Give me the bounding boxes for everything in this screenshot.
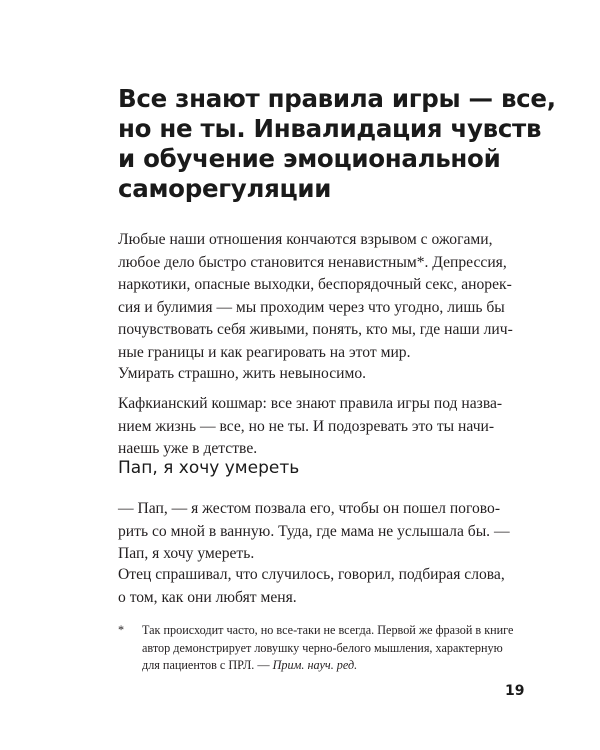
text-line: сия и булимия — мы проходим через что угодно, лишь бы bbox=[118, 298, 505, 316]
page-number: 19 bbox=[505, 683, 525, 699]
text-line: Кафкианский кошмар: все знают правила игры под назва- bbox=[118, 395, 503, 412]
text-line: ные границы и как реагировать на этот мир. bbox=[118, 343, 411, 361]
footnote-line: Так происходит часто, но все-таки не всегда. Первой же фразой в книге bbox=[142, 623, 514, 637]
chapter-title-line: Все знают правила игры — все, bbox=[118, 84, 556, 113]
footnote-line bbox=[142, 657, 513, 675]
intro-paragraph-1 bbox=[118, 229, 513, 364]
footnote-text: для пациентов с ПРЛ. — bbox=[142, 658, 273, 672]
text-line: рить со мной в ванную. Туда, где мама не услышала бы. — bbox=[118, 522, 510, 540]
text-line: о том, как они любят меня. bbox=[118, 588, 297, 606]
text-line: нием жизнь — все, но не ты. И подозревать это ты начи- bbox=[118, 417, 495, 435]
section-title: Пап, я хочу умереть bbox=[118, 458, 300, 478]
section-paragraph-1 bbox=[118, 498, 510, 566]
chapter-title bbox=[118, 84, 556, 204]
text-line: Умирать страшно, жить невыносимо. bbox=[118, 365, 367, 382]
section-paragraph-2 bbox=[118, 564, 505, 609]
text-line: — Пап, — я жестом позвала его, чтобы он пошел погово- bbox=[118, 500, 501, 517]
text-line: Пап, я хочу умереть. bbox=[118, 545, 255, 562]
chapter-title-line: но не ты. Инвалидация чувств bbox=[118, 114, 542, 143]
text-line: любое дело быстро становится ненавистным*. Депрессия, bbox=[118, 253, 507, 271]
text-line: Любые наши отношения кончаются взрывом с ожогами, bbox=[118, 231, 493, 248]
text-line: Отец спрашивал, что случилось, говорил, подбирая слова, bbox=[118, 566, 505, 583]
footnote-line: автор демонстрирует ловушку черно-белого мышления, характерную bbox=[142, 640, 503, 655]
chapter-title-line: и обучение эмоциональной bbox=[118, 144, 501, 173]
text-line: наркотики, опасные выходки, беспорядочный секс, анорек- bbox=[118, 276, 512, 293]
footnote-mark: * bbox=[118, 623, 125, 637]
text-line: наешь уже в детстве. bbox=[118, 440, 258, 457]
chapter-title-line: саморегуляции bbox=[118, 174, 332, 203]
editor-note: Прим. науч. ред. bbox=[272, 658, 358, 672]
intro-paragraph-3 bbox=[118, 393, 503, 461]
text-line: почувствовать себя живыми, понять, кто мы, где наши лич- bbox=[118, 321, 513, 338]
intro-paragraph-2 bbox=[118, 363, 490, 386]
